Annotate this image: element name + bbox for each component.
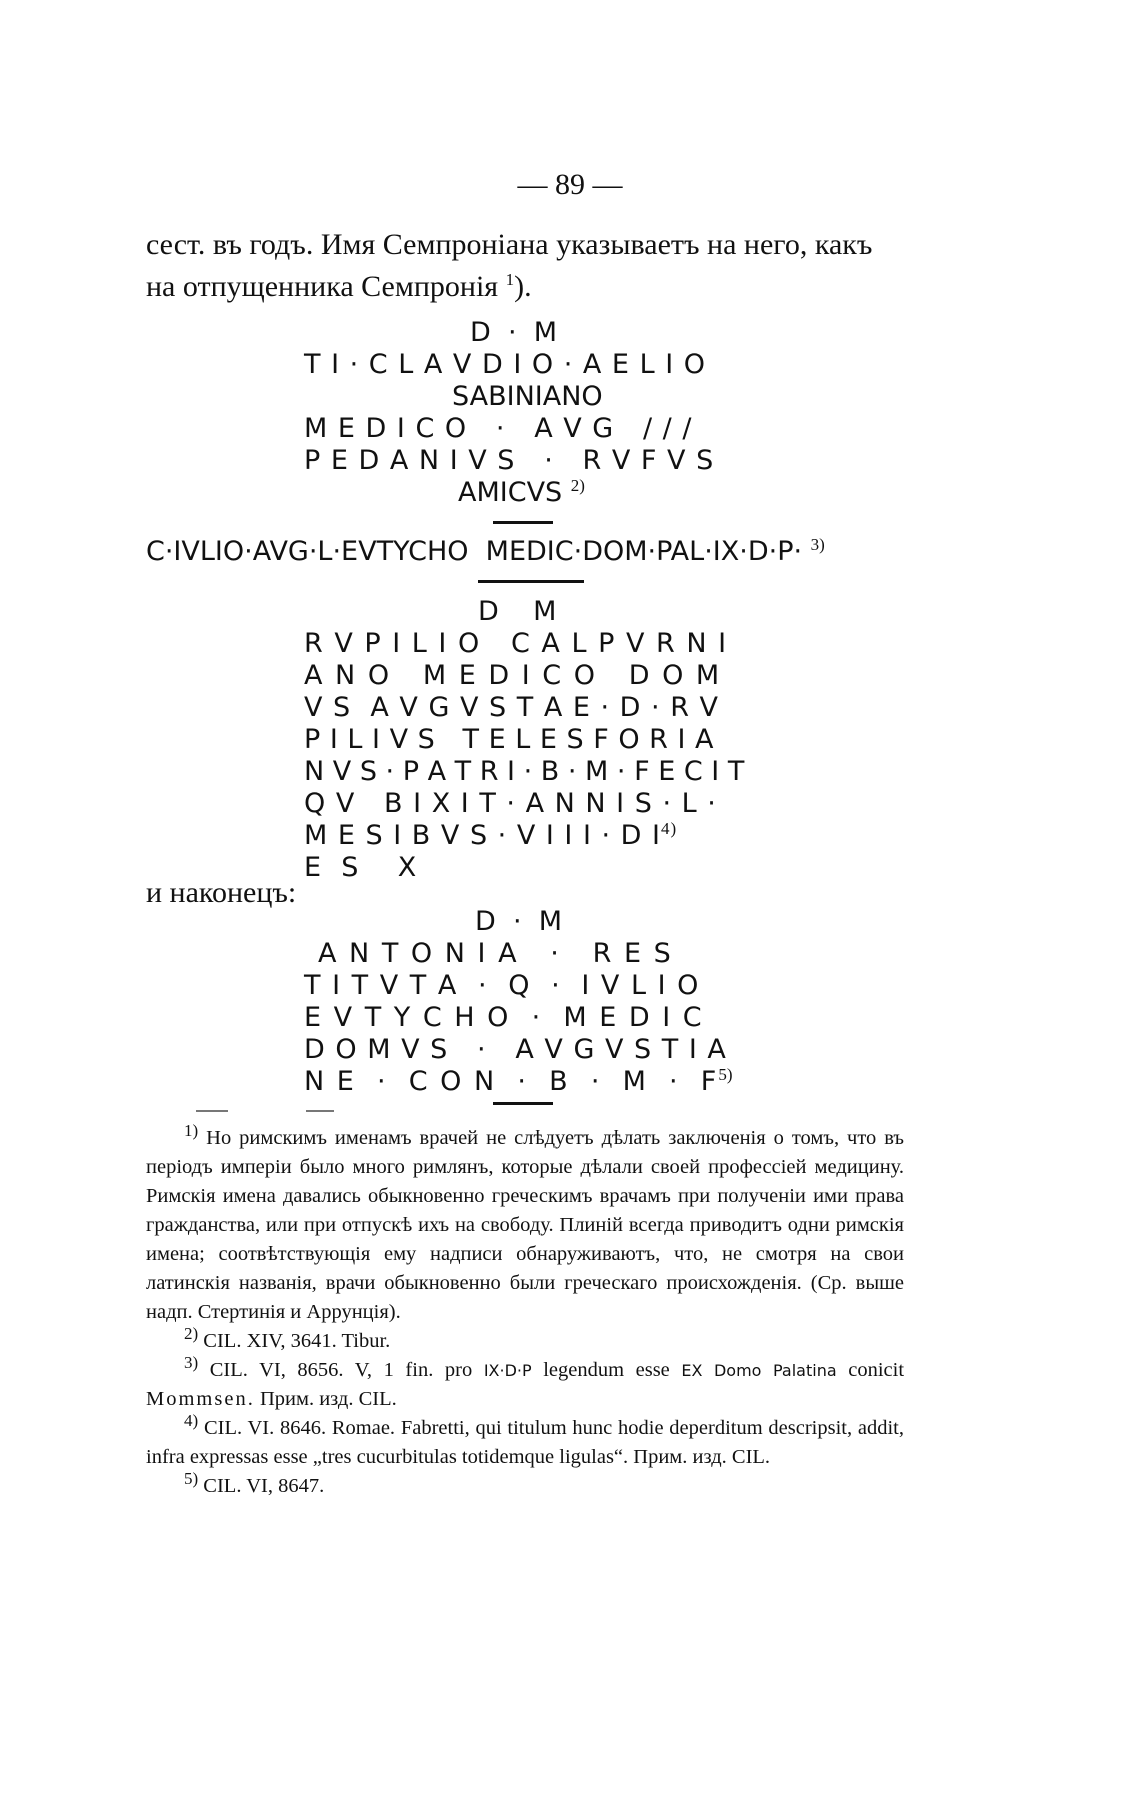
footnote-author: Mommsen.: [146, 1388, 255, 1410]
label-finally: и наконецъ:: [146, 876, 297, 909]
footnote-ref-2: 2): [570, 476, 585, 495]
footnote-mark: 4): [184, 1411, 199, 1431]
page-number: — 89 —: [517, 168, 623, 201]
inscription-4-line: D · M: [475, 906, 562, 937]
footnote-caps: IX·D·P: [483, 1361, 532, 1380]
inscription-4-line: [304, 1065, 732, 1099]
footnote-mark: 5): [184, 1469, 199, 1489]
footnote-mark: 3): [184, 1353, 199, 1373]
footnote-text: legendum esse: [543, 1359, 670, 1381]
footnote-text: Прим. изд. CIL.: [259, 1388, 397, 1410]
footnote-mark: 2): [184, 1324, 199, 1344]
footnote-caps: EX Domo Palatina: [681, 1361, 837, 1380]
inscription-2-line: [146, 535, 825, 569]
inscription-4-line: E V T Y C H O · M E D I C: [304, 1002, 704, 1033]
footnote-text: conicit: [848, 1359, 905, 1381]
footnote-2: [146, 1324, 904, 1356]
inscription-3-line: N V S · P A T R I · B · M · F E C I T: [304, 756, 745, 787]
separator-rule: [493, 521, 553, 524]
inscription-3-line-8: M E S I B V S · V I I I · D I: [304, 820, 662, 851]
inscription-3-line: P I L I V S T E L E S F O R I A: [304, 724, 715, 755]
intro-line-1: сест. въ годъ. Имя Семпроніана указываетъ на него, какъ: [146, 228, 873, 261]
inscription-3-line: D M: [478, 596, 557, 627]
separator-rule: [478, 580, 584, 583]
footnote-text: CIL. VI, 8647.: [203, 1475, 325, 1497]
footnote-mark: 1): [184, 1121, 199, 1141]
inscription-3-line: Q V B I X I T · A N N I S · L ·: [304, 788, 717, 819]
footnote-ref-1: 1: [505, 270, 515, 289]
inscription-1-line: M E D I C O · A V G / / /: [304, 413, 693, 444]
footnote-1: [146, 1121, 905, 1327]
inscription-4-line: A N T O N I A · R E S: [318, 938, 673, 969]
footnote-text: CIL. VI, 8656. V, 1 fin. pro: [209, 1359, 473, 1381]
inscription-3-line: R V P I L I O C A L P V R N I: [304, 628, 728, 659]
footnote-ref-5: 5): [718, 1065, 733, 1084]
inscription-1-line: [458, 476, 585, 510]
separator-rule: [493, 1102, 553, 1105]
inscription-1-line: SABINIANO: [452, 381, 603, 412]
inscription-2-text: C·IVLIO·AVG·L·EVTYCHO MEDIC·DOM·PAL·IX·D·P·: [146, 536, 803, 567]
footnote-text: Но римскимъ именамъ врачей не слѣдуетъ дѣлать заключенія о томъ, что въ періодъ имперіи было много римлянъ, которые дѣлали своей профессіей медицину. Римскія имена давались обыкновенно греческимъ врачамъ при полученіи ими права гражданства, или при отпускѣ ихъ на свободу. Плиній всегда приводитъ одни римскія имена; соотвѣтствующія ему надписи обнаруживаютъ, что, не смотря на свои латинскія названія, врачи обыкновенно были греческаго происхожденія. (Ср. выше надп. Стертинія и Аррунція).: [146, 1127, 905, 1323]
inscription-3-line: E S X: [304, 852, 418, 883]
footnote-ref-4: 4): [661, 819, 678, 838]
inscription-1-line: D · M: [470, 317, 557, 348]
footnote-5: [146, 1469, 904, 1501]
inscription-4-line: T I T V T A · Q · I V L I O: [304, 970, 700, 1001]
inscription-4-line: D O M V S · A V G V S T I A: [304, 1034, 727, 1065]
intro-line-2-text: на отпущенника Семпронія: [146, 270, 499, 303]
footnote-separator: [196, 1110, 228, 1112]
footnote-3: [146, 1353, 905, 1414]
inscription-1-last-line: AMICVS: [458, 477, 563, 508]
inscription-1-line: T I · C L A V D I O · A E L I O: [304, 349, 706, 380]
intro-line-2: [146, 266, 906, 308]
inscription-3-line: [304, 819, 677, 853]
footnote-text: CIL. VI. 8646. Romae. Fabretti, qui titulum hunc hodie deperditum descripsit, addit, infra expressas esse „tres cucurbitulas totidemque ligulas“. Прим. изд. CIL.: [146, 1417, 904, 1468]
inscription-3-line: V S A V G V S T A E · D · R V: [304, 692, 720, 723]
inscription-1-line: P E D A N I V S · R V F V S: [304, 445, 715, 476]
footnotes: [146, 1121, 905, 1501]
footnote-text: CIL. XIV, 3641. Tibur.: [203, 1330, 391, 1352]
inscription-3-line: A N O M E D I C O D O M: [304, 660, 722, 691]
footnote-4: [146, 1411, 904, 1472]
footnote-ref-3: 3): [810, 535, 825, 554]
intro-paragraph: [146, 224, 906, 308]
intro-line-2-tail: ).: [514, 270, 532, 303]
footnote-separator: [306, 1110, 334, 1112]
inscription-4-last-line: N E · C O N · B · M · F: [304, 1066, 719, 1097]
